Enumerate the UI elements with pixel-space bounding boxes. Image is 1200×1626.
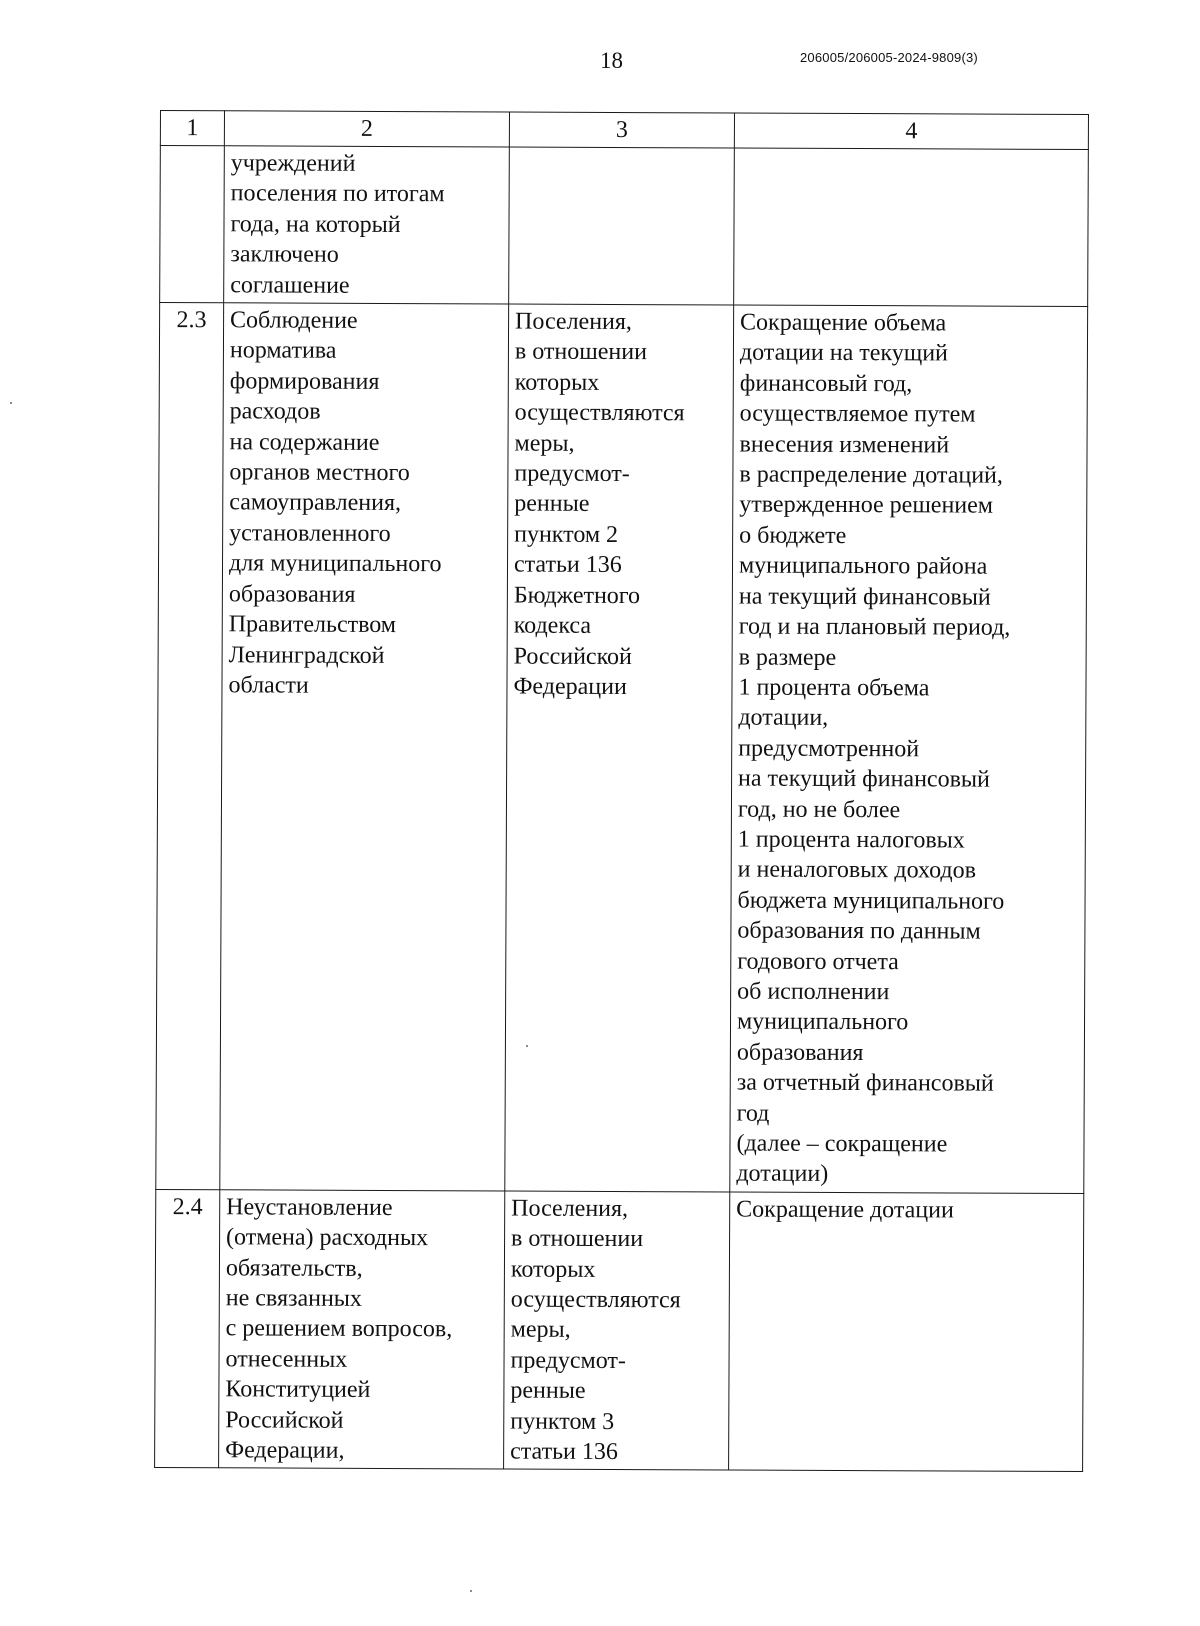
criterion-text: учреждений поселения по итогам года, на который заключено соглашение	[230, 150, 445, 299]
subject-text: Поселения, в отношении которых осуществляются меры, предусмот- ренные пунктом 2 статьи 136 Бюджетного кодекса Российской Федерации	[513, 308, 685, 700]
column-header-1: 1	[160, 111, 224, 146]
criterion-cell	[224, 146, 510, 304]
subject-text: Поселения, в отношении которых осуществляются меры, предусмот- ренные пунктом 3 статьи 136	[510, 1195, 681, 1466]
subject-cell	[509, 147, 735, 305]
column-header-3: 3	[509, 112, 734, 148]
row-number	[160, 146, 225, 303]
criterion-text: Соблюдение норматива формирования расходов на содержание органов местного самоуправления, установленного для муниципального образования Правительством Ленинградской области	[228, 307, 442, 699]
criterion-text: Неустановление (отмена) расходных обязательств, не связанных с решением вопросов, отнесенных Конституцией Российской Федерации,	[225, 1194, 453, 1464]
scan-speck	[470, 1590, 472, 1592]
criterion-cell	[220, 303, 509, 1191]
document-id: 206005/206005-2024-9809(3)	[800, 50, 978, 65]
measure-cell	[734, 148, 1089, 307]
table-row	[160, 146, 1089, 307]
measure-text: Сокращение дотации	[736, 1196, 954, 1224]
measure-cell	[730, 305, 1088, 1193]
subject-cell	[504, 1191, 730, 1471]
criterion-cell	[219, 1190, 505, 1470]
column-header-2: 2	[224, 111, 509, 147]
row-number: 2.4	[155, 1189, 220, 1468]
scan-speck	[526, 1045, 528, 1047]
column-header-4: 4	[734, 113, 1088, 150]
subject-cell	[505, 304, 734, 1192]
table-row	[156, 303, 1088, 1194]
measures-table	[154, 110, 1089, 1473]
table-row	[155, 1189, 1084, 1472]
table-header-row	[160, 111, 1088, 150]
measure-text: Сокращение объема дотации на текущий финансовый год, осуществляемое путем внесения изменений в распределение дотаций, утвержденное решением о бюджете муниципального района на текущий финансовый год и на плановый период, в размере 1 процента объема дотации, предусмотренной на текущий финансовый год, но не более 1 процента налоговых и неналоговых доходов бюджета муниципального образования по данным годового отчета об исполнении муниципального образования за отчетный финансовый год (далее – сокращение дотации)	[736, 309, 1011, 1188]
measure-text	[741, 151, 1082, 152]
page-number: 18	[600, 48, 623, 73]
row-number: 2.3	[156, 303, 224, 1190]
subject-text	[516, 150, 728, 151]
measure-cell	[729, 1192, 1084, 1472]
scan-speck	[10, 402, 12, 404]
